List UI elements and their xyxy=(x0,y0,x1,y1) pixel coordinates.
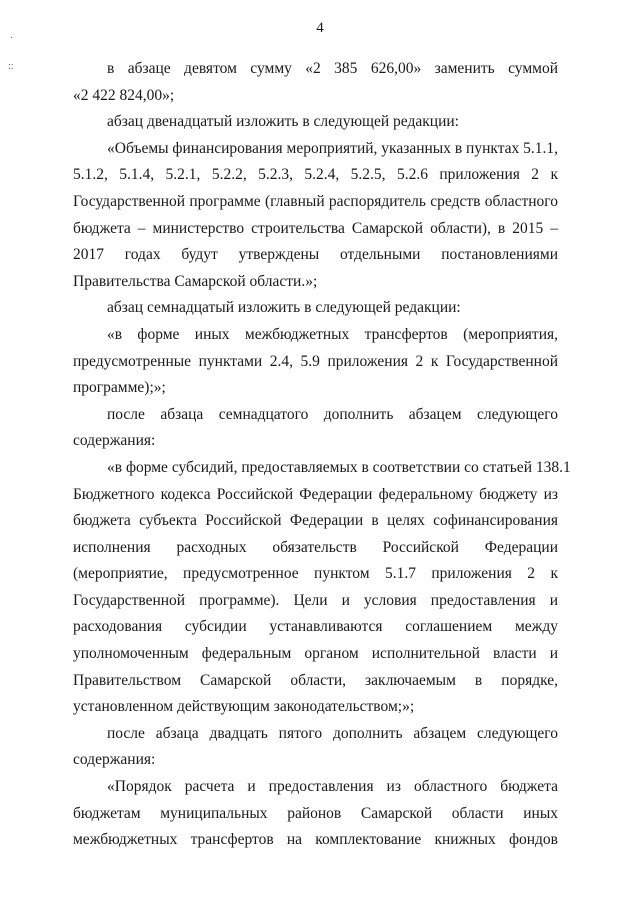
text-line: «2 422 824,00»; xyxy=(73,86,175,104)
text-line: уполномоченным федеральным органом исполнительной власти и xyxy=(73,645,558,663)
text-line: после абзаца двадцать пятого дополнить абзацем следующего xyxy=(107,724,558,742)
margin-mark: :: xyxy=(8,61,14,72)
text-line: расходования субсидии устанавливаются соглашением между xyxy=(73,618,558,636)
text-line: Правительством Самарской области, заключаемым в порядке, xyxy=(73,671,558,689)
text-line: 5.1.2, 5.1.4, 5.2.1, 5.2.2, 5.2.3, 5.2.4, 5.2.5, 5.2.6 приложения 2 к xyxy=(73,166,558,184)
text-line: «в форме иных межбюджетных трансфертов (мероприятия, xyxy=(107,325,558,343)
text-line: после абзаца семнадцатого дополнить абзацем следующего xyxy=(107,405,558,423)
text-line: установленном действующим законодательством;»; xyxy=(73,698,415,716)
text-line: бюджета субъекта Российской Федерации в целях софинансирования xyxy=(73,512,558,530)
margin-mark: · xyxy=(10,33,14,44)
text-line: Государственной программе (главный распорядитель средств областного xyxy=(73,192,558,210)
text-line: бюджетам муниципальных районов Самарской области иных xyxy=(73,804,558,822)
text-line: предусмотренные пунктами 2.4, 5.9 приложения 2 к Государственной xyxy=(73,352,558,370)
text-line: межбюджетных трансфертов на комплектование книжных фондов xyxy=(73,831,558,849)
text-line: абзац двенадцатый изложить в следующей редакции: xyxy=(107,113,459,131)
page-number: 4 xyxy=(316,20,324,36)
text-line: «Порядок расчета и предоставления из областного бюджета xyxy=(107,778,558,796)
text-line: в абзаце девятом сумму «2 385 626,00» заменить суммой xyxy=(107,60,558,77)
text-line: (мероприятие, предусмотренное пунктом 5.1.7 приложения 2 к xyxy=(73,565,558,583)
text-line: Бюджетного кодекса Российской Федерации федеральному бюджету из xyxy=(73,485,558,503)
text-line: «Объемы финансирования мероприятий, указанных в пунктах 5.1.1, xyxy=(107,139,559,157)
text-line: Правительства Самарской области.»; xyxy=(73,272,318,290)
text-line: содержания: xyxy=(73,751,156,769)
text-line: «в форме субсидий, предоставляемых в соответствии со статьей 138.1 xyxy=(107,458,571,476)
text-line: исполнения расходных обязательств Российской Федерации xyxy=(73,538,558,556)
text-line: программе);»; xyxy=(73,379,166,397)
text-line: бюджета – министерство строительства Самарской области), в 2015 – xyxy=(73,219,558,237)
document-body xyxy=(73,56,571,854)
text-line: содержания: xyxy=(73,432,156,450)
text-line: Государственной программе). Цели и условия предоставления и xyxy=(73,591,558,609)
text-line: 2017 годах будут утверждены отдельными постановлениями xyxy=(73,246,558,264)
text-line: абзац семнадцатый изложить в следующей редакции: xyxy=(107,299,461,317)
